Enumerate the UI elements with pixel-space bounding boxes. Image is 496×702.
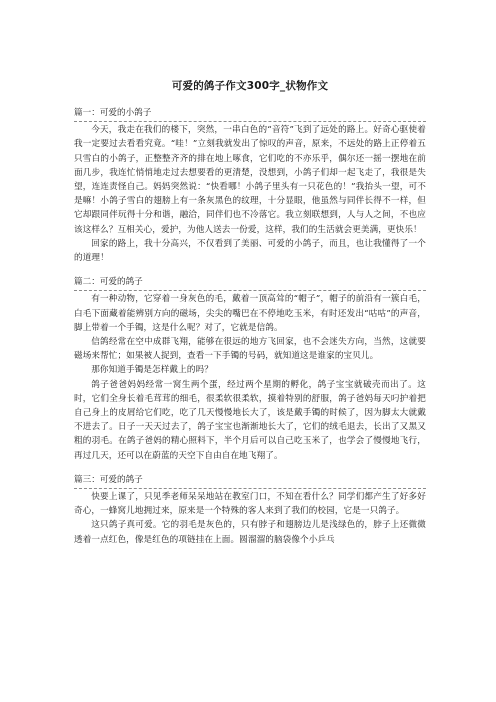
paragraph: 鸽子爸爸妈妈经常一窝生两个蛋，经过两个星期的孵化，鸽子宝宝就破壳而出了。这时，它们全身长着毛茸茸的细毛，很柔软很柔软，摸着特别的舒服，鸽子爸妈每天叼护着把自己身上的皮屑给它们吃，吃了几天慢慢地长大了，该是戴手镯的时候了，因为脚太大就戴不进去了。日子一天天过去了，鸽子宝宝也渐渐地长大了，它们的绒毛退去，长出了又黑又粗的羽毛。在鸽子爸妈的精心照料下，半个月后可以自己吃玉米了，也学会了慢慢地飞行，再过几天，还可以在蔚蓝的天空下自由自在地飞翔了。: [74, 379, 426, 461]
section-heading: 篇一：可爱的小鸽子: [74, 108, 152, 118]
essay-section-1: [74, 106, 426, 265]
paragraph: 回家的路上，我十分高兴，不仅看到了美丽、可爱的小鸽子，而且，也让我懂得了一个的道理！: [74, 238, 426, 264]
section-divider: [74, 290, 426, 291]
essay-section-2: [74, 275, 426, 463]
paragraph: 快要上课了，只见季老师呆呆地站在教室门口，不知在看什么？同学们都产生了好多好奇心，一蜂窝儿地拥过来，原来是一个特殊的客人来到了我们的校园，它是一只鸽子。: [74, 492, 426, 517]
paragraph: 那你知道手镯是怎样戴上的吗？: [91, 365, 213, 376]
section-divider: [74, 488, 426, 489]
section-divider: [74, 121, 426, 122]
paragraph: 今天，我走在我们的楼下，突然，一串白色的“音符”飞到了远处的路上。好奇心驱使着我一定要过去看看究竟。“哇！”立刻我就发出了惊叹的声音，原来，不远处的路上正停着五只雪白的小鸽子，正整整齐齐的排在地上啄食，它们吃的不亦乐乎，偶尔还一摇一摆地在前面几步，我连忙悄悄地走过去想要看的更清楚，没想到，小鸽子们却一起飞走了，我很是失望，连连责怪自己。妈妈突然说：“快看哪！小鸽子里头有一只花色的！”我抬头一望，可不是嘛！小鸽子雪白的翅膀上有一条灰黑色的纹理，十分显眼，他虽然与同伴长得不一样，但它却跟同伴玩得十分和谐，融洽，同伴们也不冷落它。我立刻联想到，人与人之间，不也应该这样么？互相关心，爱护，为他人送去一份爱，这样，我们的生活就会更美满，更快乐！: [74, 125, 426, 235]
document-title: 可爱的鸽子作文300字_状物作文: [171, 80, 329, 92]
section-heading: 篇二：可爱的鸽子: [74, 277, 143, 288]
paragraph: 信鸽经常在空中成群飞翔，能够在很远的地方飞回家，也不会迷失方向，当然，这就要磁场来帮忙；如果被人捉到，查看一下手镯的号码，就知道这是谁家的宝贝儿。: [74, 337, 426, 362]
essay-section-3: [74, 473, 426, 547]
paragraph: 有一种动物，它穿着一身灰色的毛，戴着一顶高耸的“帽子”，帽子的前沿有一簇白毛，白毛下面藏着能辨别方向的磁场，尖尖的嘴巴在不停地吃玉米，有时还发出“咕咕”的声音，脚上带着一个手镯，这是什么呢？对了，它就是信鸽。: [74, 294, 426, 333]
paragraph: 这只鸽子真可爱。它的羽毛是灰色的，只有脖子和翅膀边儿是浅绿色的，脖子上还微微透着一点红色，像是红色的项链挂在上面。圆溜溜的脑袋像个小乒乓: [74, 520, 426, 545]
section-heading: 篇三：可爱的鸽子: [74, 474, 143, 485]
